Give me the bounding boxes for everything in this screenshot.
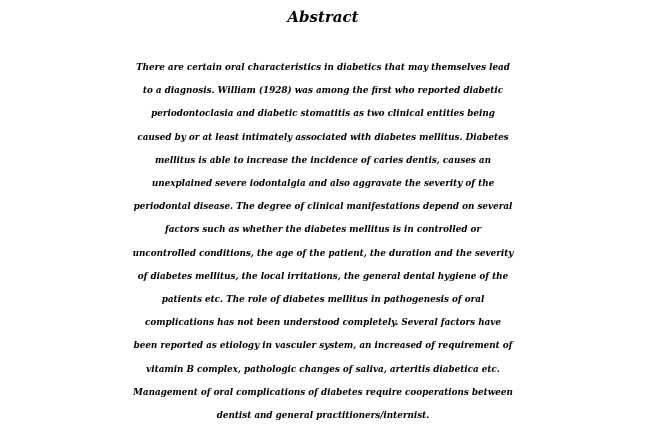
abstract-line: been reported as etiology in vasculer system, an increased of requirement of: [133, 341, 513, 352]
abstract-line: dentist and general practitioners/internist.: [216, 411, 430, 422]
abstract-line: vitamin B complex, pathologic changes of saliva, arteritis diabetica etc.: [146, 364, 500, 375]
abstract-line: caused by or at least intimately associated with diabetes mellitus. Diabetes: [137, 132, 509, 143]
abstract-line: to a diagnosis. William (1928) was among the first who reported diabetic: [142, 86, 504, 97]
abstract-line: mellitus is able to increase the incidence of caries dentis, causes an: [154, 155, 492, 166]
abstract-line: Management of oral complications of diabetes require cooperations between: [133, 387, 513, 398]
abstract-line: patients etc. The role of diabetes mellitus in pathogenesis of oral: [161, 295, 485, 306]
abstract-heading: Abstract: [287, 8, 359, 26]
abstract-body: [0, 57, 646, 428]
abstract-line: unexplained severe iodontalgia and also aggravate the severity of the: [151, 179, 495, 190]
abstract-line: complications has not been understood completely. Several factors have: [144, 318, 502, 329]
abstract-line: of diabetes mellitus, the local irritations, the general dental hygiene of the: [137, 271, 509, 282]
abstract-line: periodontal disease. The degree of clinical manifestations depend on several: [133, 202, 513, 213]
abstract-line: uncontrolled conditions, the age of the patient, the duration and the severity: [132, 248, 514, 259]
abstract-line: There are certain oral characteristics in diabetics that may themselves lead: [136, 63, 510, 73]
abstract-line: factors such as whether the diabetes mellitus is in controlled or: [164, 225, 482, 236]
abstract-line: periodontoclasia and diabetic stomatitis as two clinical entities being: [151, 109, 495, 120]
